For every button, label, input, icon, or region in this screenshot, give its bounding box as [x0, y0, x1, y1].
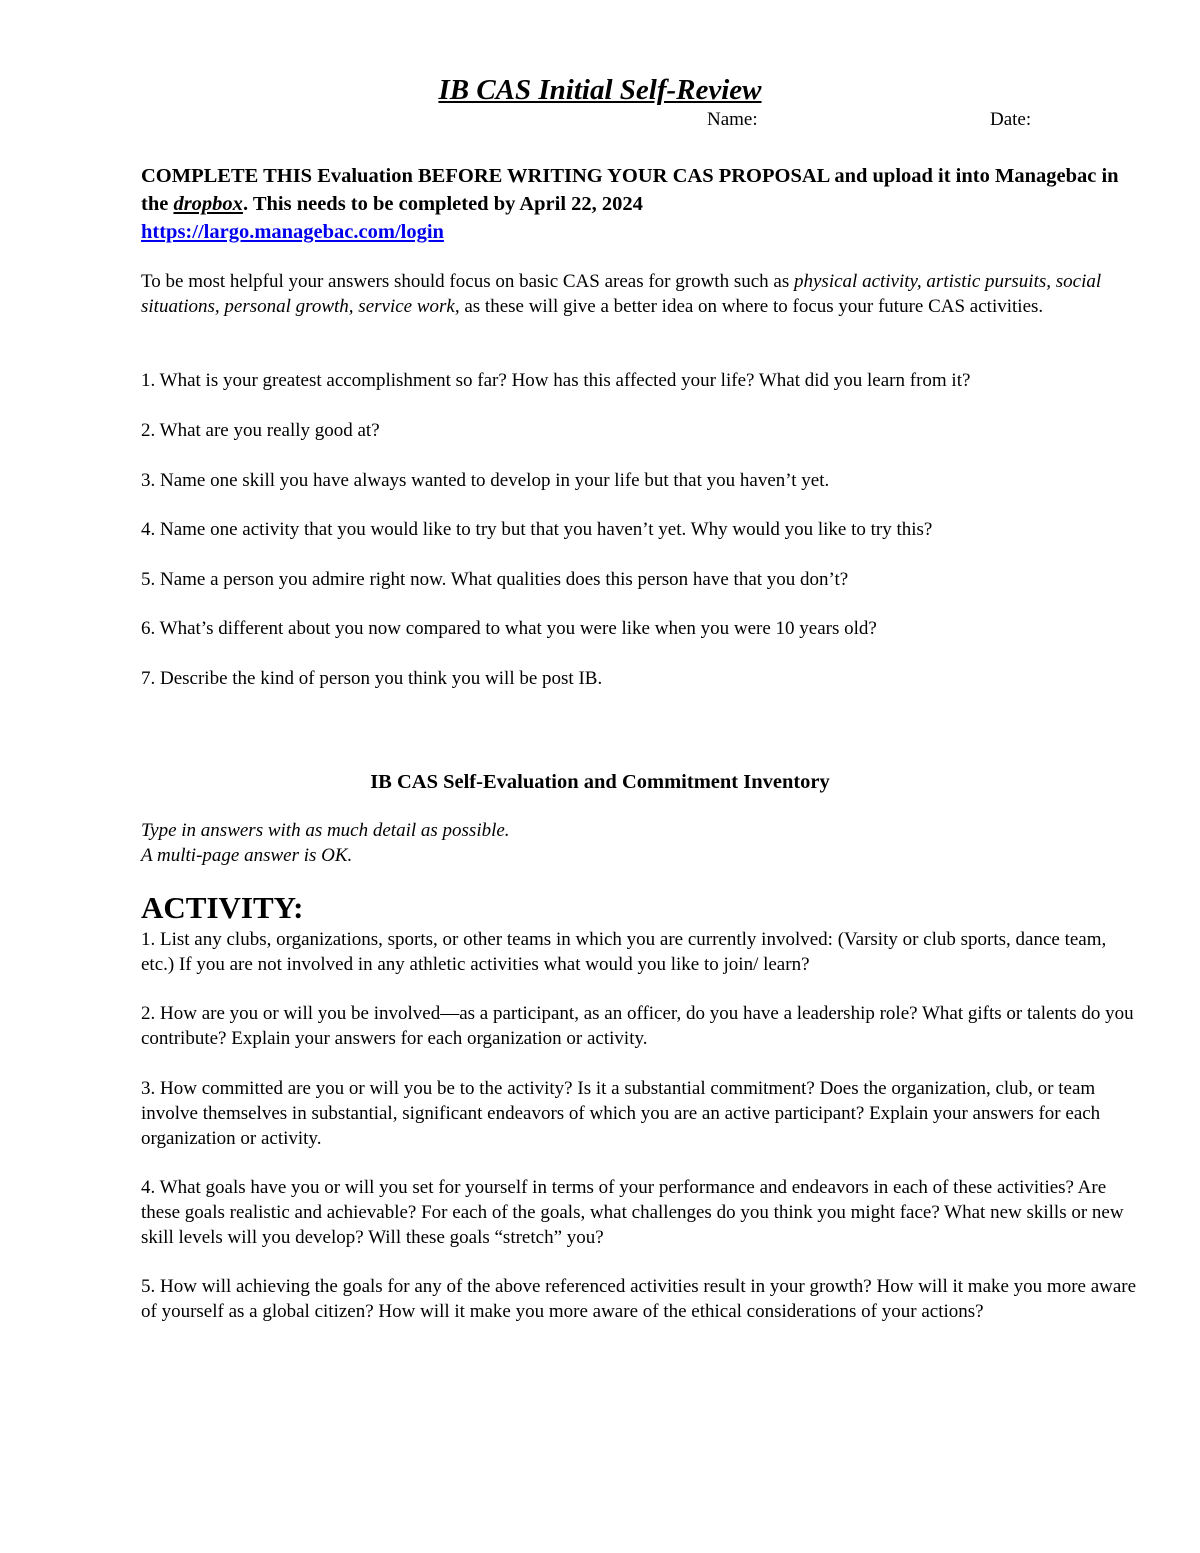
- question-3: 3. Name one skill you have always wanted to develop in your life but that you haven’t yet.: [141, 470, 830, 491]
- answer-note: [141, 818, 1141, 868]
- question-2: 2. What are you really good at?: [141, 420, 380, 441]
- question-7: 7. Describe the kind of person you think you will be post IB.: [141, 668, 603, 689]
- page-title: IB CAS Initial Self-Review: [438, 74, 762, 106]
- instructions-part1: COMPLETE THIS Evaluation BEFORE WRITING YOUR CAS PROPOSAL and upload it into Managebac in the: [141, 165, 1119, 215]
- activity-question-2: 2. How are you or will you be involved—as a participant, as an officer, do you have a leadership role? What gifts or talents do you contribute? Explain your answers for each organization or activity.: [141, 1003, 1134, 1049]
- instructions-block: [141, 162, 1141, 246]
- activity-question-5: 5. How will achieving the goals for any of the above referenced activities result in your growth? How will it make you more aware of yourself as a global citizen? How will it make you more aware of the ethical considerations of your actions?: [141, 1276, 1137, 1322]
- intro-tail: as these will give a better idea on where to focus your future CAS activities.: [459, 296, 1044, 317]
- section-title: IB CAS Self-Evaluation and Commitment Inventory: [370, 771, 830, 793]
- activity-question-3: 3. How committed are you or will you be to the activity? Is it a substantial commitment? Does the organization, club, or team involve themselves in substantial, significant endeavors of which you are an active participant? Explain your answers for each organization or activity.: [141, 1078, 1101, 1149]
- question-1: 1. What is your greatest accomplishment so far? How has this affected your life? What did you learn from it?: [141, 370, 971, 391]
- activity-heading: ACTIVITY:: [141, 890, 304, 925]
- answer-note-line2: A multi-page answer is OK.: [141, 845, 353, 866]
- question-6: 6. What’s different about you now compared to what you were like when you were 10 years old?: [141, 618, 877, 639]
- dropbox-text: dropbox: [173, 193, 243, 215]
- question-4: 4. Name one activity that you would like to try but that you haven’t yet. Why would you like to try this?: [141, 519, 933, 540]
- activity-question-4: 4. What goals have you or will you set for yourself in terms of your performance and endeavors in each of these activities? Are these goals realistic and achievable? For each of the goals, what challenges do you think you might face? What new skills or new skill levels will you develop? Will these goals “stretch” you?: [141, 1177, 1124, 1248]
- answer-note-line1: Type in answers with as much detail as possible.: [141, 820, 510, 841]
- intro-areas: physical activity, artistic pursuits, social situations, personal growth, service work,: [141, 271, 1102, 317]
- name-label: Name:: [707, 109, 758, 130]
- managebac-login-link[interactable]: https://largo.managebac.com/login: [141, 221, 444, 243]
- question-5: 5. Name a person you admire right now. What qualities does this person have that you don’t?: [141, 569, 849, 590]
- instructions-part2: . This needs to be completed by April 22, 2024: [242, 193, 643, 215]
- instructions-text: [141, 162, 1141, 218]
- activity-question-1: 1. List any clubs, organizations, sports, or other teams in which you are currently involved: (Varsity or club sports, dance team, etc.) If you are not involved in any athletic activities what would you like to join/ learn?: [141, 929, 1107, 975]
- intro-paragraph: [141, 269, 1141, 319]
- intro-lead: To be most helpful your answers should focus on basic CAS areas for growth such as: [141, 271, 794, 292]
- date-label: Date:: [990, 109, 1032, 130]
